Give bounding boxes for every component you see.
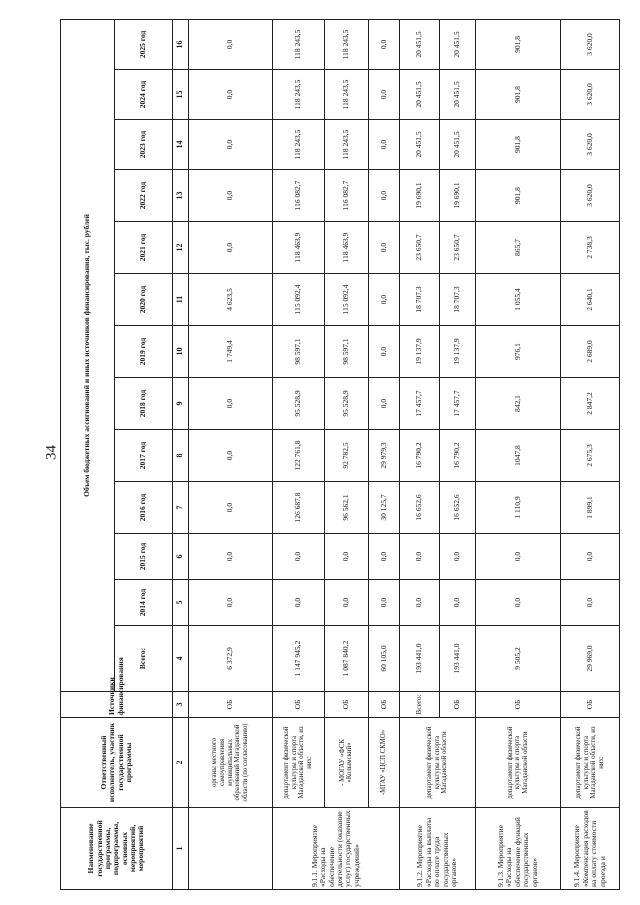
value-cell: 23 650,7 <box>400 222 440 274</box>
value-cell: 0,0 <box>189 120 273 170</box>
value-cell: 0,0 <box>475 534 561 580</box>
value-cell: 0,0 <box>324 580 368 626</box>
value-cell: 95 528,9 <box>272 378 324 430</box>
value-cell: 1 147 945,2 <box>272 626 324 692</box>
value-cell: 0,0 <box>189 19 273 69</box>
value-cell: 842,1 <box>475 378 561 430</box>
value-cell: 3 620,0 <box>561 170 620 222</box>
value-cell: 115 092,4 <box>272 274 324 326</box>
value-cell: 1 899,1 <box>561 482 620 534</box>
value-cell: 20 451,5 <box>400 70 440 120</box>
value-cell: 19 137,9 <box>400 326 440 378</box>
table-row <box>475 19 561 889</box>
header-executor: Ответственный исполнитель, участник государственной программы <box>61 718 173 808</box>
value-cell: 0,0 <box>189 482 273 534</box>
value-cell: 3 620,0 <box>561 19 620 69</box>
executor-cell: департамент физической культуры и спорта Магаданской области, из них: <box>272 718 324 808</box>
column-number: 7 <box>173 482 189 534</box>
value-cell: 0,0 <box>368 70 399 120</box>
value-cell: 0,0 <box>189 70 273 120</box>
source-cell: ОБ <box>475 692 561 718</box>
value-cell: 19 690,1 <box>400 170 440 222</box>
value-cell: 2 640,1 <box>561 274 620 326</box>
value-cell: 118 243,5 <box>272 19 324 69</box>
value-cell: 16 652,6 <box>440 482 476 534</box>
value-cell: 20 451,5 <box>440 70 476 120</box>
value-cell: 3 620,0 <box>561 120 620 170</box>
header-year: 2015 год <box>115 534 173 580</box>
value-cell: 0,0 <box>561 534 620 580</box>
value-cell: 0,0 <box>368 170 399 222</box>
value-cell: 20 451,5 <box>400 19 440 69</box>
column-number-row <box>173 19 189 889</box>
rotated-table-wrapper <box>60 20 620 890</box>
value-cell: 2 675,3 <box>561 430 620 482</box>
value-cell: 18 707,3 <box>400 274 440 326</box>
column-number: 11 <box>173 274 189 326</box>
value-cell: 1 087 840,2 <box>324 626 368 692</box>
column-number: 4 <box>173 626 189 692</box>
value-cell: 2 738,3 <box>561 222 620 274</box>
page-number: 34 <box>43 445 60 460</box>
header-name: Наименование государственной программы, подпрограммы, основных мероприятий, мероприятий <box>61 808 173 890</box>
value-cell: 0,0 <box>368 326 399 378</box>
value-cell: 1 110,9 <box>475 482 561 534</box>
executor-cell: -МГАУ «ЦСП СКМО» <box>368 718 399 808</box>
column-number: 12 <box>173 222 189 274</box>
value-cell: 20 451,5 <box>400 120 440 170</box>
header-year: 2014 год <box>115 580 173 626</box>
value-cell: 126 687,8 <box>272 482 324 534</box>
value-cell: 193 441,0 <box>400 626 440 692</box>
source-cell: ОБ <box>561 692 620 718</box>
value-cell: 1 749,4 <box>189 326 273 378</box>
value-cell: 116 082,7 <box>272 170 324 222</box>
source-cell: Всего: <box>400 692 440 718</box>
column-number: 3 <box>173 692 189 718</box>
value-cell: 1047,8 <box>475 430 561 482</box>
value-cell: 96 562,1 <box>324 482 368 534</box>
program-name-cell: 9.1.3. Мероприятие «Расходы на обеспечение функций государственных органов» <box>475 808 561 890</box>
value-cell: 20 451,5 <box>440 120 476 170</box>
column-number: 5 <box>173 580 189 626</box>
value-cell: 118 243,5 <box>324 120 368 170</box>
executor-cell: органы местного самоуправления муниципальных образований Магаданской области (по согласованию) <box>189 718 273 808</box>
value-cell: 0,0 <box>272 580 324 626</box>
value-cell: 29 979,3 <box>368 430 399 482</box>
value-cell: 901,8 <box>475 70 561 120</box>
value-cell: 865,7 <box>475 222 561 274</box>
value-cell: 30 125,7 <box>368 482 399 534</box>
program-name-cell: 9.1.1. Мероприятие «Расходы на обеспечение деятельности (оказание услуг) государственных учреждений» <box>272 808 400 890</box>
value-cell: 4 623,5 <box>189 274 273 326</box>
value-cell: 0,0 <box>400 534 440 580</box>
source-cell: ОБ <box>368 692 399 718</box>
table-row <box>189 19 273 889</box>
executor-cell: департамент физической культуры и спорта Магаданской области <box>400 718 475 808</box>
column-number: 10 <box>173 326 189 378</box>
value-cell: 115 092,4 <box>324 274 368 326</box>
column-number: 9 <box>173 378 189 430</box>
header-year: 2016 год <box>115 482 173 534</box>
source-cell: ОБ <box>189 692 273 718</box>
value-cell: 0,0 <box>189 222 273 274</box>
value-cell: 976,1 <box>475 326 561 378</box>
table-row <box>561 19 620 889</box>
program-name-cell: 9.1.4. Мероприятие «Компенсация расходов на оплату стоимости проезда и <box>561 808 620 890</box>
value-cell: 9 505,2 <box>475 626 561 692</box>
value-cell: 0,0 <box>368 534 399 580</box>
column-number: 2 <box>173 718 189 808</box>
value-cell: 0,0 <box>272 534 324 580</box>
value-cell: 92 782,5 <box>324 430 368 482</box>
value-cell: 0,0 <box>440 580 476 626</box>
rotated-sheet <box>60 20 620 890</box>
value-cell: 98 597,1 <box>272 326 324 378</box>
column-number: 6 <box>173 534 189 580</box>
value-cell: 0,0 <box>189 378 273 430</box>
value-cell: 6 372,9 <box>189 626 273 692</box>
value-cell: 2 847,2 <box>561 378 620 430</box>
value-cell: 17 457,7 <box>440 378 476 430</box>
value-cell: 118 243,5 <box>272 70 324 120</box>
value-cell: 0,0 <box>368 222 399 274</box>
executor-cell: - МОГАУ «ФСК «Колымский» <box>324 718 368 808</box>
column-number: 16 <box>173 19 189 69</box>
value-cell: 0,0 <box>368 120 399 170</box>
value-cell: 98 597,1 <box>324 326 368 378</box>
source-cell: ОБ <box>272 692 324 718</box>
value-cell: 0,0 <box>368 274 399 326</box>
value-cell: 3 620,0 <box>561 70 620 120</box>
program-name-cell: 9.1.2. Мероприятие «Расходы на выплаты по оплате труда государственных органов» <box>400 808 475 890</box>
header-year: 2024 год <box>115 70 173 120</box>
value-cell: 16 790,2 <box>400 430 440 482</box>
value-cell: 901,8 <box>475 170 561 222</box>
value-cell: 0,0 <box>561 580 620 626</box>
table-row <box>400 19 440 889</box>
value-cell: 901,8 <box>475 120 561 170</box>
value-cell: 0,0 <box>475 580 561 626</box>
value-cell: 118 463,9 <box>324 222 368 274</box>
executor-cell: департамент физической культуры и спорта Магаданской области, из них: <box>561 718 620 808</box>
value-cell: 0,0 <box>368 19 399 69</box>
table-row <box>368 19 399 889</box>
executor-cell: департамент физической культуры и спорта Магаданской области <box>475 718 561 808</box>
header-year: 2021 год <box>115 222 173 274</box>
header-total: Всего: <box>115 626 173 692</box>
value-cell: 193 441,0 <box>440 626 476 692</box>
value-cell: 122 761,8 <box>272 430 324 482</box>
column-number: 15 <box>173 70 189 120</box>
value-cell: 0,0 <box>189 534 273 580</box>
header-funding-title: Объем бюджетных ассигнований и иных источников финансирования, тыс. рублей <box>61 19 115 691</box>
value-cell: 118 243,5 <box>272 120 324 170</box>
value-cell: 18 707,3 <box>440 274 476 326</box>
value-cell: 2 689,0 <box>561 326 620 378</box>
value-cell: 0,0 <box>440 534 476 580</box>
header-year: 2020 год <box>115 274 173 326</box>
value-cell: 118 463,9 <box>272 222 324 274</box>
program-name-cell <box>189 808 273 890</box>
value-cell: 0,0 <box>368 378 399 430</box>
column-number: 1 <box>173 808 189 890</box>
header-source: Источники финансирования <box>61 692 173 718</box>
value-cell: 0,0 <box>324 534 368 580</box>
table-row <box>272 19 324 889</box>
table-row <box>324 19 368 889</box>
header-year: 2017 год <box>115 430 173 482</box>
column-number: 13 <box>173 170 189 222</box>
value-cell: 60 105,0 <box>368 626 399 692</box>
value-cell: 0,0 <box>189 580 273 626</box>
source-cell: ОБ <box>324 692 368 718</box>
value-cell: 19 690,1 <box>440 170 476 222</box>
value-cell: 20 451,5 <box>440 19 476 69</box>
value-cell: 16 652,6 <box>400 482 440 534</box>
header-year: 2023 год <box>115 120 173 170</box>
value-cell: 118 243,5 <box>324 19 368 69</box>
value-cell: 118 243,5 <box>324 70 368 120</box>
value-cell: 19 137,9 <box>440 326 476 378</box>
value-cell: 901,8 <box>475 19 561 69</box>
value-cell: 0,0 <box>400 580 440 626</box>
value-cell: 0,0 <box>189 170 273 222</box>
value-cell: 29 969,0 <box>561 626 620 692</box>
header-year: 2018 год <box>115 378 173 430</box>
value-cell: 23 650,7 <box>440 222 476 274</box>
funding-table <box>60 19 620 890</box>
column-number: 8 <box>173 430 189 482</box>
value-cell: 17 457,7 <box>400 378 440 430</box>
value-cell: 0,0 <box>368 580 399 626</box>
value-cell: 95 528,9 <box>324 378 368 430</box>
value-cell: 0,0 <box>189 430 273 482</box>
source-cell: ОБ <box>440 692 476 718</box>
column-number: 14 <box>173 120 189 170</box>
header-year: 2019 год <box>115 326 173 378</box>
value-cell: 1 055,4 <box>475 274 561 326</box>
header-year: 2025 год <box>115 19 173 69</box>
value-cell: 116 082,7 <box>324 170 368 222</box>
header-year: 2022 год <box>115 170 173 222</box>
value-cell: 16 790,2 <box>440 430 476 482</box>
